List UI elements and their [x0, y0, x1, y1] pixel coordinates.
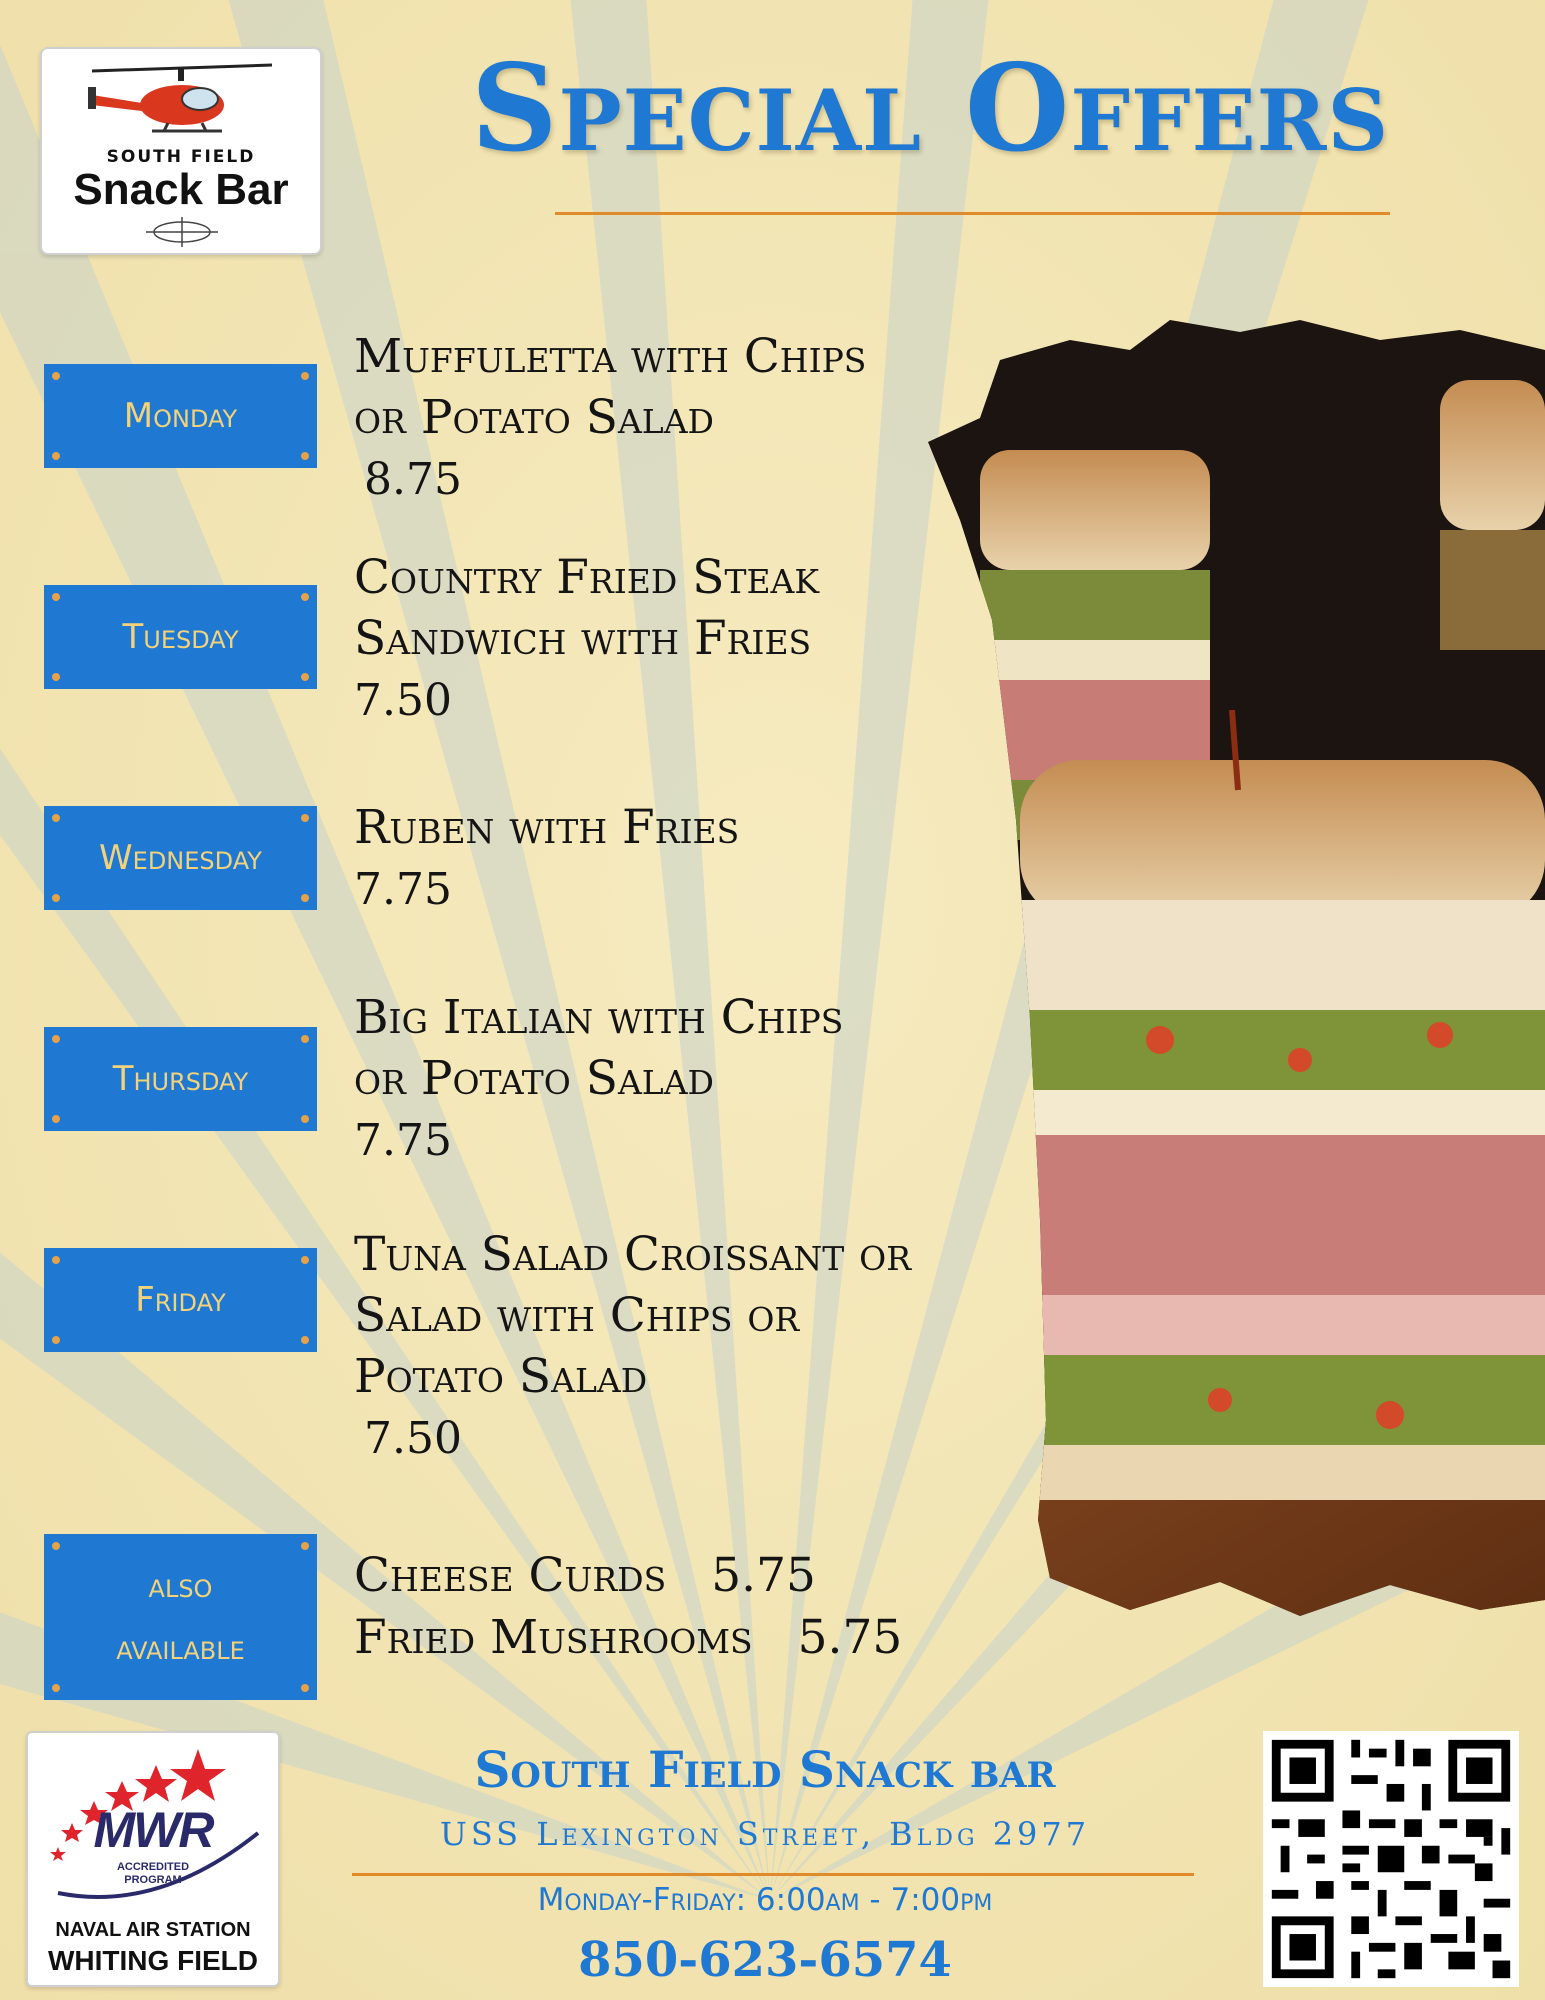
- menu-item-thursday: [354, 987, 994, 1173]
- item-name-line: or Potato Salad: [354, 1051, 714, 1106]
- day-label: Monday: [123, 396, 238, 436]
- mwr-line-2: WHITING FIELD: [48, 1945, 258, 1976]
- compass-icon: [142, 217, 222, 247]
- footer-business-name: South Field Snack bar: [474, 1740, 1056, 1799]
- day-label: Friday: [135, 1280, 226, 1320]
- extra-item: [354, 1607, 994, 1669]
- item-name-line: Sandwich with Fries: [354, 611, 812, 666]
- item-name-line: or Potato Salad: [354, 390, 714, 445]
- menu-item-friday: [354, 1224, 994, 1471]
- item-price: 8.75: [364, 454, 462, 505]
- item-name-line: Potato Salad: [354, 1349, 648, 1404]
- item-price: 7.75: [354, 864, 452, 915]
- extra-price: 5.75: [797, 1610, 903, 1665]
- mwr-accredited: ACCREDITED: [116, 1861, 190, 1873]
- badge-thursday: [44, 1027, 317, 1131]
- item-name-line: Ruben with Fries: [354, 800, 740, 855]
- badge-line: available: [116, 1628, 245, 1668]
- day-label: Wednesday: [99, 838, 262, 878]
- menu-item-monday: [354, 326, 994, 512]
- mwr-mark: MWR: [93, 1802, 213, 1858]
- day-label: Thursday: [112, 1059, 249, 1099]
- extra-name: Cheese Curds: [354, 1548, 667, 1603]
- sandwich-photo: [920, 320, 1545, 1630]
- item-name-line: Big Italian with Chips: [354, 990, 844, 1045]
- extra-price: 5.75: [711, 1548, 816, 1603]
- badge-friday: [44, 1248, 317, 1352]
- badge-tuesday: [44, 585, 317, 689]
- menu-item-tuesday: [354, 547, 994, 733]
- item-price: 7.50: [364, 1413, 462, 1464]
- page-title: Special Offers: [470, 38, 1390, 179]
- logo-line-2: Snack Bar: [73, 165, 289, 214]
- qr-code-icon[interactable]: [1263, 1731, 1519, 1987]
- day-label: Tuesday: [122, 617, 239, 657]
- footer-hours: Monday-Friday: 6:00am - 7:00pm: [537, 1882, 993, 1918]
- footer-address: USS Lexington Street, Bldg 2977: [439, 1815, 1091, 1853]
- item-name-line: Tuna Salad Croissant or: [354, 1227, 912, 1282]
- badge-wednesday: [44, 806, 317, 910]
- item-price: 7.50: [354, 675, 452, 726]
- mwr-line-1: NAVAL AIR STATION: [55, 1919, 251, 1941]
- helicopter-icon: [82, 59, 282, 151]
- also-available-list: [354, 1545, 994, 1669]
- mwr-program: PROGRAM: [124, 1874, 182, 1886]
- item-name-line: Country Fried Steak: [354, 550, 820, 605]
- badge-monday: [44, 364, 317, 468]
- mwr-logo: [26, 1731, 280, 1987]
- menu-item-wednesday: [354, 797, 994, 922]
- item-price: 7.75: [354, 1115, 452, 1166]
- footer-phone[interactable]: 850-623-6574: [578, 1932, 952, 1988]
- extra-item: [354, 1545, 994, 1607]
- footer-divider: [352, 1873, 1194, 1876]
- extra-name: Fried Mushrooms: [354, 1610, 753, 1665]
- title-divider: [555, 212, 1390, 215]
- snack-bar-logo: [40, 47, 322, 255]
- logo-line-1: SOUTH FIELD: [106, 147, 256, 167]
- badge-also-available: [44, 1534, 317, 1700]
- badge-line: also: [148, 1566, 213, 1606]
- item-name-line: Muffuletta with Chips: [354, 329, 867, 384]
- item-name-line: Salad with Chips or: [354, 1288, 800, 1343]
